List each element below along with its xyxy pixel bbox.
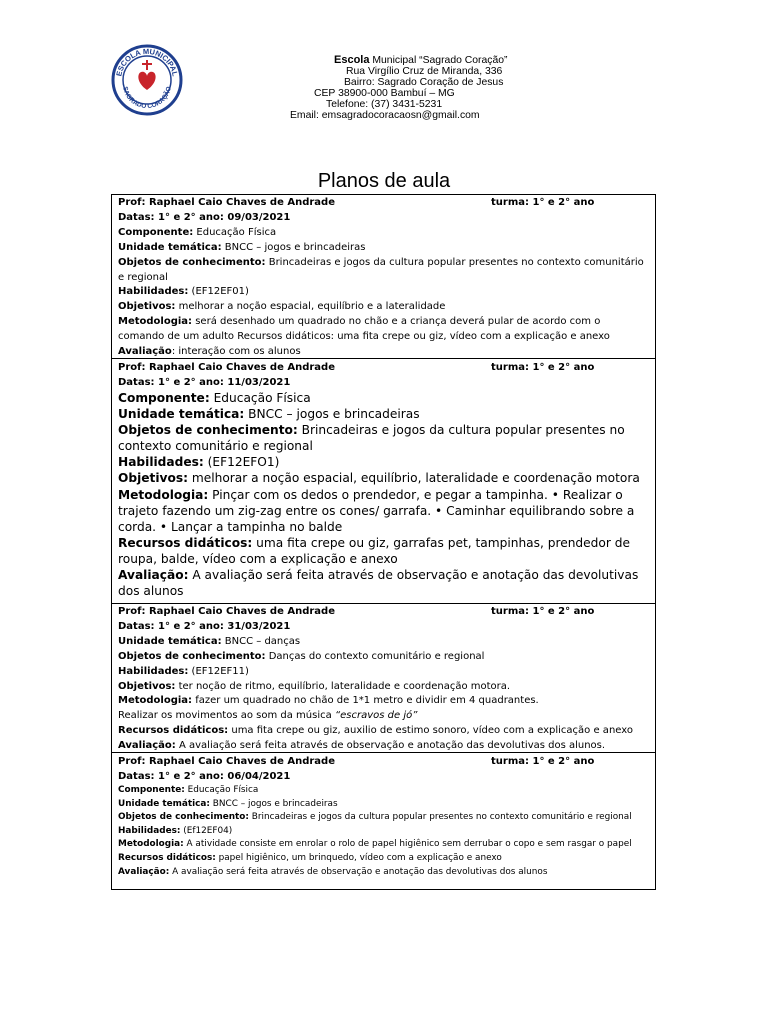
teacher-line: Prof: Raphael Caio Chaves de Andrade turma: 1° e 2° ano xyxy=(118,362,595,373)
objectives-line: Objetivos: melhorar a noção espacial, equilíbrio, lateralidade e coordenação motora xyxy=(118,471,640,486)
skills-line: Habilidades: (EF12EFO1) xyxy=(118,455,280,470)
evaluation-line: Avaliação: A avaliação será feita através de observação e anotação das devolutivas dos alunos xyxy=(118,568,639,599)
resources-line: Recursos didáticos: uma fita crepe ou giz, auxilio de estimo sonoro, vídeo com a explicação e anexo xyxy=(118,725,633,737)
evaluation-line: Avaliação: A avaliação será feita através de observação e anotação das devolutivas dos alunos. xyxy=(118,740,606,752)
teacher-line: Prof: Raphael Caio Chaves de Andrade turma: 1° e 2° ano xyxy=(118,756,595,767)
methodology-line: Metodologia: A atividade consiste em enrolar o rolo de papel higiênico sem derrubar o copo e sem rasgar o papel xyxy=(118,839,632,850)
methodology-line: Metodologia: fazer um quadrado no chão de 1*1 metro e dividir em 4 quadrantes. xyxy=(118,695,539,707)
school-address: Rua Virgílio Cruz de Miranda, 336 xyxy=(346,66,503,77)
knowledge-line: Objetos de conhecimento: Brincadeiras e jogos da cultura popular presentes no contexto comunitário e regional xyxy=(118,256,644,283)
logo-text-bottom: SAGRADO CORAÇÃO xyxy=(121,85,173,111)
evaluation-line: Avaliação: interação com os alunos xyxy=(118,346,301,358)
teacher-line: Prof: Raphael Caio Chaves de Andrade turma: 1° e 2° ano xyxy=(118,196,649,211)
date-line: Datas: 1° e 2° ano: 09/03/2021 xyxy=(118,211,291,223)
school-phone: Telefone: (37) 3431-5231 xyxy=(326,99,443,110)
theme-line: Unidade temática: BNCC – jogos e brincadeiras xyxy=(118,798,338,809)
resources-line: Recursos didáticos: uma fita crepe ou giz, garrafas pet, tampinhas, prendedor de roupa, balde, vídeo com a explicação e anexo xyxy=(118,535,630,566)
school-logo xyxy=(111,44,183,116)
school-email: Email: emsagradocoracaosn@gmail.com xyxy=(290,110,480,121)
skills-line: Habilidades: (EF12EF11) xyxy=(118,665,249,677)
knowledge-line: Objetos de conhecimento: Brincadeiras e jogos da cultura popular presentes no contexto comunitário e regional xyxy=(118,423,625,454)
resources-line: Recursos didáticos: papel higiênico, um brinquedo, vídeo com a explicação e anexo xyxy=(118,852,502,863)
theme-line: Unidade temática: BNCC – danças xyxy=(118,635,301,647)
component-line: Componente: Educação Física xyxy=(118,391,311,405)
skills-line: Habilidades: (EF12EF01) xyxy=(118,286,249,298)
theme-line: Unidade temática: BNCC – jogos e brincadeiras xyxy=(118,407,420,422)
methodology-line: Metodologia: será desenhado um quadrado no chão e a criança deverá pular de acordo com o comando de um adulto Recursos didáticos: uma fita crepe ou giz, vídeo com a explicação e anexo xyxy=(118,316,610,343)
lesson-plan-4 xyxy=(112,753,655,889)
knowledge-line: Objetos de conhecimento: Danças do contexto comunitário e regional xyxy=(118,650,485,662)
page-title: Planos de aula xyxy=(317,170,451,192)
lesson-plans-table xyxy=(111,194,656,890)
date-line: Datas: 1° e 2° ano: 31/03/2021 xyxy=(118,620,291,632)
school-header xyxy=(282,55,572,121)
school-district: Bairro: Sagrado Coração de Jesus xyxy=(344,77,504,88)
class-label: turma: 1° e 2° ano xyxy=(491,362,595,373)
school-name: Escola Municipal “Sagrado Coração” xyxy=(334,54,508,66)
objectives-line: Objetivos: melhorar a noção espacial, equilíbrio e a lateralidade xyxy=(118,301,446,313)
lesson-plan-1 xyxy=(112,195,655,359)
class-label: turma: 1° e 2° ano xyxy=(491,756,595,767)
class-label: turma: 1° e 2° ano xyxy=(491,197,595,208)
lesson-plan-3 xyxy=(112,604,655,753)
lesson-plan-2 xyxy=(112,359,655,604)
methodology-line-2: Realizar os movimentos ao som da música “escravos de jó” xyxy=(118,710,418,722)
component-line: Componente: Educação Física xyxy=(118,226,277,238)
knowledge-line: Objetos de conhecimento: Brincadeiras e jogos da cultura popular presentes no contexto comunitário e regional xyxy=(118,812,632,823)
school-cep: CEP 38900-000 Bambuí – MG xyxy=(314,88,455,99)
logo-text-top: ESCOLA MUNICIPAL xyxy=(114,46,180,78)
date-line: Datas: 1° e 2° ano: 06/04/2021 xyxy=(118,771,291,782)
date-line: Datas: 1° e 2° ano: 11/03/2021 xyxy=(118,377,291,388)
objectives-line: Objetivos: ter noção de ritmo, equilíbrio, lateralidade e coordenação motora. xyxy=(118,680,511,692)
evaluation-line: Avaliação: A avaliação será feita através de observação e anotação das devolutivas dos alunos xyxy=(118,866,548,877)
teacher-line: Prof: Raphael Caio Chaves de Andrade turma: 1° e 2° ano xyxy=(118,605,649,620)
theme-line: Unidade temática: BNCC – jogos e brincadeiras xyxy=(118,241,366,253)
methodology-line: Metodologia: Pinçar com os dedos o prendedor, e pegar a tampinha. • Realizar o trajeto fazendo um zig-zag entre os cones/ garrafa. • Caminhar equilibrando sobre a corda. • Lançar a tampinha no balde xyxy=(118,487,635,534)
class-label: turma: 1° e 2° ano xyxy=(491,606,595,617)
component-line: Componente: Educação Física xyxy=(118,785,259,795)
skills-line: Habilidades: (Ef12EF04) xyxy=(118,825,233,836)
